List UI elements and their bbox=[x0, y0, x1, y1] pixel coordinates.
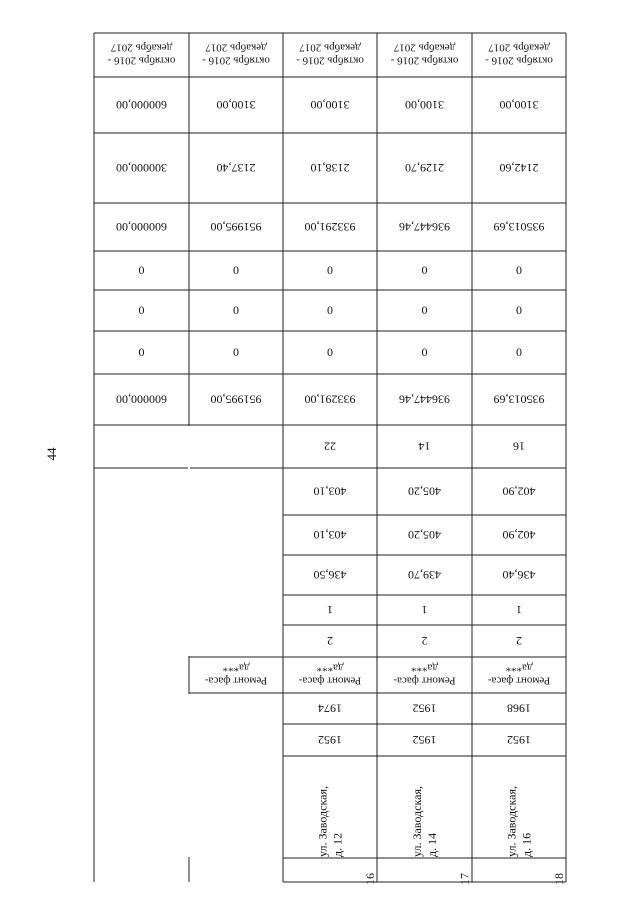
cell-z1-3-line: 0 bbox=[421, 263, 428, 278]
cell-c40290a-2-line: 403,10 bbox=[313, 484, 347, 499]
cell-work-4-line: Ремонт фаса- bbox=[487, 674, 551, 687]
cell-total-3 bbox=[399, 220, 450, 234]
cell-address-2-line: ул. Заводская, bbox=[315, 786, 330, 857]
cell-sum-2 bbox=[305, 392, 356, 406]
cell-c1-2 bbox=[327, 603, 333, 617]
cell-sum-1 bbox=[211, 392, 262, 406]
period-header-2-line: декабрь 2017 bbox=[299, 41, 361, 54]
cell-c40290b-2-line: 403,10 bbox=[313, 527, 347, 542]
cell-unit-1-line: 2137,40 bbox=[216, 160, 256, 175]
cell-z1-4 bbox=[516, 263, 522, 277]
cell-z1-2-line: 0 bbox=[327, 263, 333, 278]
cell-z2-2-line: 0 bbox=[327, 303, 333, 318]
cell-year1-2-line: 1952 bbox=[318, 732, 342, 747]
cell-unit-3 bbox=[405, 161, 444, 175]
cell-sum-2-line: 933291,00 bbox=[304, 392, 356, 407]
cell-work-1-line: Ремонт фаса- bbox=[204, 674, 268, 687]
period-header-4-line: октябрь 2016 - bbox=[485, 54, 553, 67]
cell-z1-1 bbox=[233, 263, 239, 277]
period-header-2 bbox=[296, 42, 364, 67]
cell-z2-2 bbox=[327, 303, 333, 317]
cell-unit-1 bbox=[217, 161, 256, 175]
cell-c43640-4-line: 436,40 bbox=[502, 567, 536, 582]
cell-limit-1-line: 3100,00 bbox=[216, 97, 256, 112]
cell-z3-4 bbox=[516, 345, 522, 359]
cell-address-3 bbox=[410, 786, 439, 857]
cell-sum-0-line: 600000,00 bbox=[116, 392, 167, 407]
cell-unit-4-line: 2142,60 bbox=[499, 160, 539, 175]
merged-cell-mask bbox=[188, 694, 190, 857]
cell-z3-1 bbox=[233, 345, 239, 359]
period-header-2-line: октябрь 2016 - bbox=[296, 54, 364, 67]
cell-z3-2 bbox=[327, 345, 333, 359]
cell-z1-0-line: 0 bbox=[138, 263, 145, 278]
cell-total-2-line: 933291,00 bbox=[304, 219, 356, 234]
cell-c43640-2-line: 436,50 bbox=[313, 567, 347, 582]
cell-z3-4-line: 0 bbox=[516, 345, 522, 360]
cell-c40290b-4-line: 402,90 bbox=[502, 527, 536, 542]
period-header-1-line: декабрь 2017 bbox=[205, 41, 267, 54]
cell-z3-0-line: 0 bbox=[138, 345, 145, 360]
cell-work-2-line: да*** bbox=[316, 661, 344, 674]
cell-total-0-line: 600000,00 bbox=[116, 219, 167, 234]
cell-c2-4-line: 2 bbox=[516, 633, 522, 648]
cell-z1-3 bbox=[422, 263, 428, 277]
cell-work-3-line: Ремонт фаса- bbox=[393, 674, 456, 687]
period-header-0-line: декабрь 2017 bbox=[110, 41, 173, 54]
cell-work-2-line: Ремонт фаса- bbox=[298, 674, 362, 687]
period-header-4 bbox=[485, 42, 553, 67]
cell-address-4-line: ул. Заводская, bbox=[504, 786, 519, 857]
period-header-1 bbox=[202, 42, 270, 67]
cell-z2-3-line: 0 bbox=[421, 303, 428, 318]
period-header-4-line: декабрь 2017 bbox=[488, 41, 550, 54]
cell-c40290a-3-line: 405,20 bbox=[408, 484, 441, 499]
cell-count-3 bbox=[419, 439, 431, 453]
cell-work-3-line: да*** bbox=[411, 661, 438, 674]
cell-address-3-line: ул. Заводская, bbox=[410, 786, 425, 857]
cell-year1-4 bbox=[507, 733, 531, 747]
cell-c43640-3 bbox=[408, 568, 441, 582]
cell-c1-2-line: 1 bbox=[327, 602, 333, 617]
period-header-1-line: октябрь 2016 - bbox=[202, 54, 270, 67]
page-number: 44 bbox=[44, 447, 59, 461]
cell-work-2 bbox=[299, 662, 362, 687]
cell-limit-0 bbox=[116, 98, 167, 112]
period-header-3-line: октябрь 2016 - bbox=[390, 54, 459, 67]
cell-work-4 bbox=[488, 662, 551, 687]
cell-c1-4 bbox=[516, 603, 522, 617]
period-header-3-line: декабрь 2017 bbox=[393, 41, 456, 54]
cell-total-4-line: 935013,69 bbox=[493, 219, 545, 234]
cell-c40290a-3 bbox=[408, 484, 441, 498]
cell-count-2 bbox=[324, 439, 336, 453]
cell-z3-1-line: 0 bbox=[233, 345, 239, 360]
cell-limit-1 bbox=[217, 98, 256, 112]
cell-year1-2 bbox=[318, 733, 342, 747]
cell-limit-3 bbox=[405, 98, 444, 112]
cell-c2-4 bbox=[516, 634, 522, 648]
cell-c40290b-2 bbox=[314, 528, 347, 542]
cell-year2-3-line: 1952 bbox=[412, 701, 437, 716]
cell-address-4 bbox=[505, 786, 534, 857]
period-header-3 bbox=[390, 42, 458, 67]
cell-c2-2-line: 2 bbox=[327, 633, 333, 648]
cell-sum-0 bbox=[116, 392, 167, 406]
cell-sum-4-line: 935013,69 bbox=[493, 392, 545, 407]
cell-c43640-4 bbox=[503, 568, 536, 582]
cell-limit-3-line: 3100,00 bbox=[405, 97, 444, 112]
cell-address-2-line: д. 12 bbox=[330, 832, 345, 857]
cell-z1-1-line: 0 bbox=[233, 263, 239, 278]
cell-num-3 bbox=[458, 873, 472, 885]
cell-c43640-2 bbox=[314, 568, 347, 582]
cell-total-0 bbox=[116, 220, 167, 234]
cell-num-2 bbox=[363, 873, 377, 885]
cell-year2-2 bbox=[318, 701, 342, 715]
cell-z2-0 bbox=[139, 303, 145, 317]
cell-c1-3-line: 1 bbox=[421, 602, 428, 617]
cell-z3-0 bbox=[139, 345, 145, 359]
cell-c1-4-line: 1 bbox=[516, 602, 522, 617]
cell-z1-4-line: 0 bbox=[516, 263, 522, 278]
cell-c40290a-4 bbox=[503, 484, 536, 498]
period-header-0 bbox=[107, 42, 175, 67]
cell-z3-3-line: 0 bbox=[421, 345, 428, 360]
cell-z2-1 bbox=[233, 303, 239, 317]
cell-work-1 bbox=[205, 662, 268, 687]
cell-z2-1-line: 0 bbox=[233, 303, 239, 318]
cell-c1-3 bbox=[422, 603, 428, 617]
cell-limit-2 bbox=[311, 98, 350, 112]
cell-total-1-line: 951995,00 bbox=[210, 219, 262, 234]
cell-c2-3-line: 2 bbox=[421, 633, 428, 648]
cell-sum-3 bbox=[399, 392, 450, 406]
cell-count-4 bbox=[513, 439, 525, 453]
cell-c40290b-3 bbox=[408, 528, 441, 542]
cell-total-1 bbox=[211, 220, 262, 234]
merged-cell-mask bbox=[188, 426, 190, 656]
cell-year1-3-line: 1952 bbox=[412, 732, 437, 747]
cell-c2-3 bbox=[422, 634, 428, 648]
cell-sum-4 bbox=[494, 392, 545, 406]
cell-c43640-3-line: 439,70 bbox=[408, 567, 441, 582]
cell-total-4 bbox=[494, 220, 545, 234]
cell-work-4-line: да*** bbox=[505, 661, 533, 674]
cell-total-3-line: 936447,46 bbox=[399, 219, 450, 234]
cell-z1-0 bbox=[139, 263, 145, 277]
cell-z2-0-line: 0 bbox=[138, 303, 145, 318]
cell-c2-2 bbox=[327, 634, 333, 648]
cell-num-4 bbox=[552, 873, 566, 885]
cell-c40290a-2 bbox=[314, 484, 347, 498]
cell-c40290a-4-line: 402,90 bbox=[502, 484, 536, 499]
cell-total-2 bbox=[305, 220, 356, 234]
cell-unit-0-line: 300000,00 bbox=[116, 160, 167, 175]
cell-num-2-line: 16 bbox=[363, 873, 378, 885]
cell-limit-0-line: 600000,00 bbox=[116, 97, 167, 112]
cell-unit-0 bbox=[116, 161, 167, 175]
cell-z2-3 bbox=[422, 303, 428, 317]
cell-count-2-line: 22 bbox=[324, 439, 336, 454]
cell-z3-2-line: 0 bbox=[327, 345, 333, 360]
cell-num-3-line: 17 bbox=[457, 873, 472, 885]
cell-address-4-line: д. 16 bbox=[519, 832, 534, 857]
cell-year2-2-line: 1974 bbox=[318, 701, 342, 716]
cell-c40290b-4 bbox=[503, 528, 536, 542]
cell-year1-3 bbox=[413, 733, 437, 747]
cell-num-4-line: 18 bbox=[552, 873, 567, 885]
cell-work-3 bbox=[393, 662, 456, 687]
cell-z2-4 bbox=[516, 303, 522, 317]
cell-unit-2 bbox=[311, 161, 350, 175]
cell-limit-4-line: 3100,00 bbox=[499, 97, 539, 112]
cell-sum-1-line: 951995,00 bbox=[210, 392, 262, 407]
cell-c40290b-3-line: 405,20 bbox=[408, 527, 441, 542]
cell-year2-4-line: 1968 bbox=[507, 701, 531, 716]
cell-unit-3-line: 2129,70 bbox=[405, 160, 444, 175]
cell-count-3-line: 14 bbox=[418, 439, 431, 454]
cell-address-2 bbox=[316, 786, 345, 857]
cell-year2-3 bbox=[413, 701, 437, 715]
cell-year1-4-line: 1952 bbox=[507, 732, 531, 747]
period-header-0-line: октябрь 2016 - bbox=[107, 54, 176, 67]
cell-year2-4 bbox=[507, 701, 531, 715]
cell-unit-2-line: 2138,10 bbox=[310, 160, 350, 175]
cell-address-3-line: д. 14 bbox=[425, 832, 440, 857]
cell-limit-4 bbox=[500, 98, 539, 112]
cell-count-4-line: 16 bbox=[513, 439, 525, 454]
cell-z2-4-line: 0 bbox=[516, 303, 522, 318]
cell-work-1-line: да*** bbox=[222, 661, 250, 674]
cell-limit-2-line: 3100,00 bbox=[310, 97, 350, 112]
cell-z3-3 bbox=[422, 345, 428, 359]
cell-unit-4 bbox=[500, 161, 539, 175]
cell-sum-3-line: 936447,46 bbox=[399, 392, 450, 407]
cell-z1-2 bbox=[327, 263, 333, 277]
